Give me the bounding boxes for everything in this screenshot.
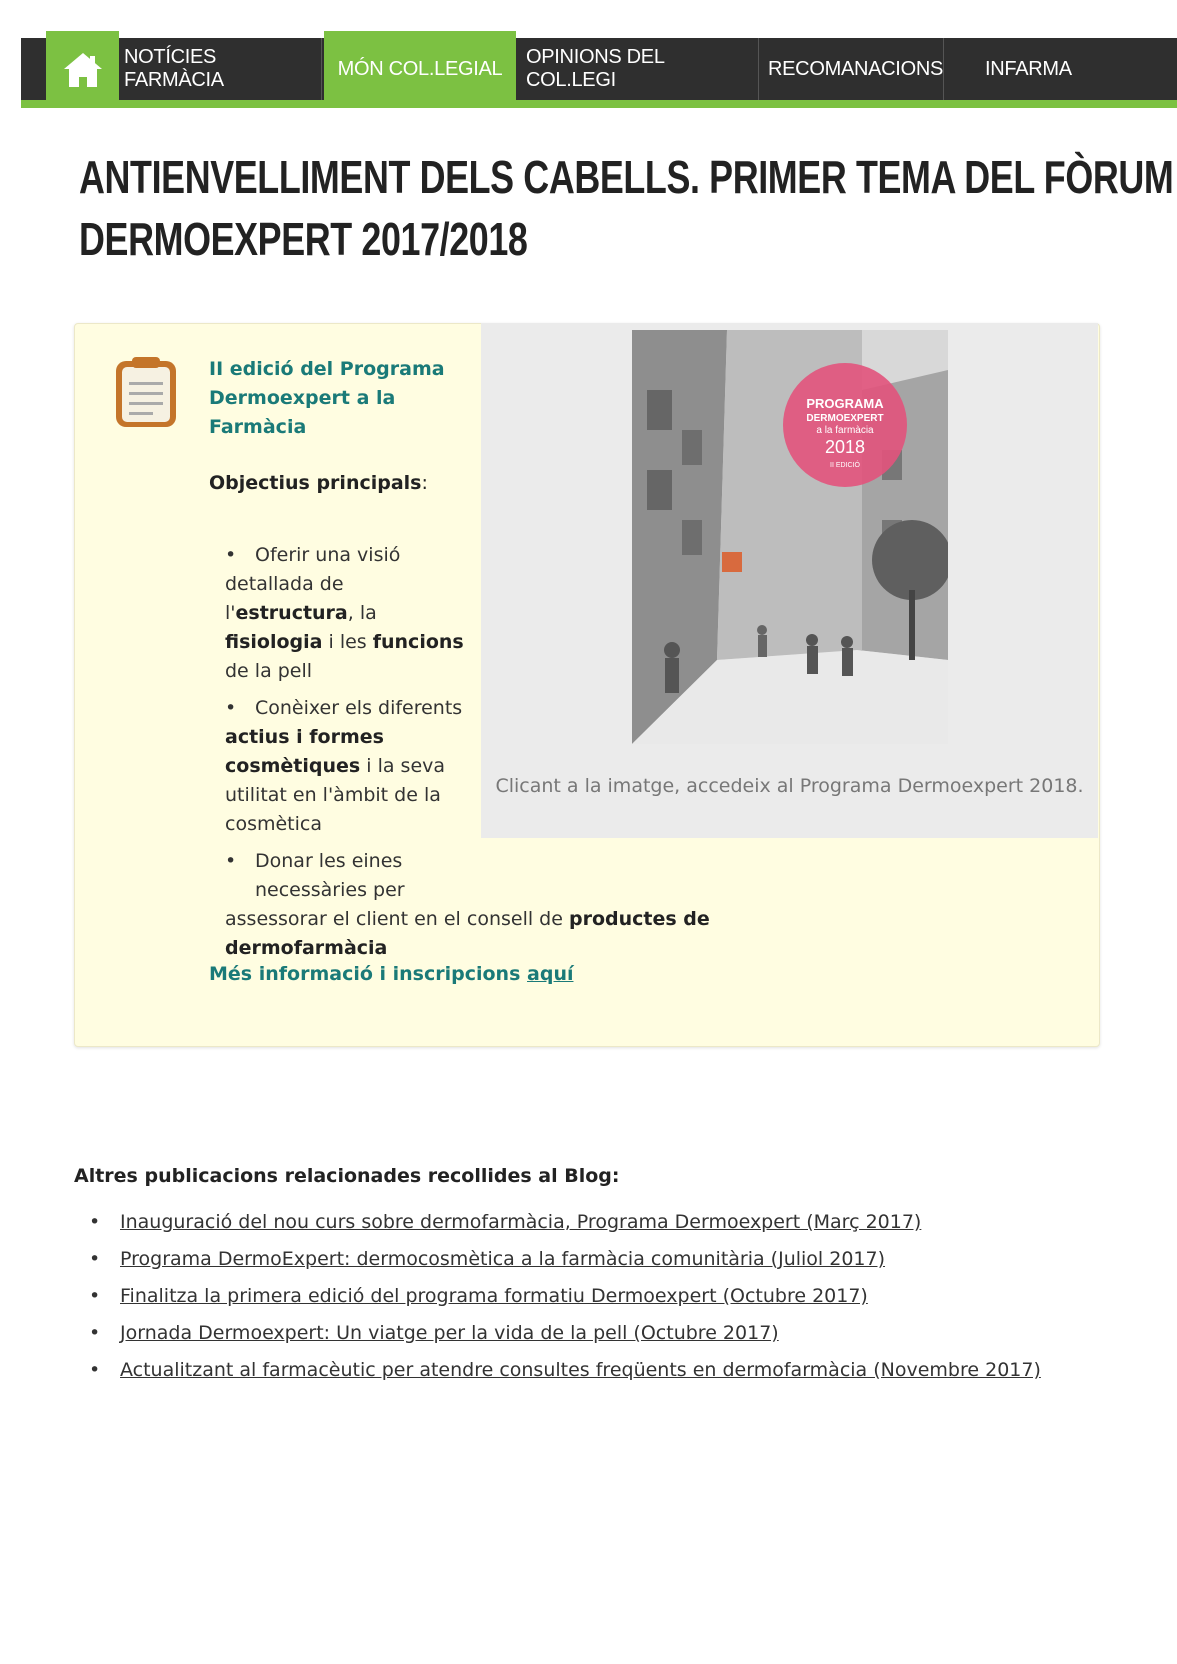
nav-item-noticies-farmacia[interactable]: NOTÍCIES FARMÀCIA (124, 46, 224, 91)
related-posts-list (89, 1211, 1041, 1396)
page-title-line2: DERMOEXPERT 2017/2018 (79, 213, 528, 265)
nav-separator (758, 38, 759, 100)
list-item: • Finalitza la primera edició del programa formatiu Dermoexpert (Octubre 2017) (89, 1285, 868, 1307)
nav-item-recomanacions[interactable]: RECOMANACIONS (768, 57, 944, 80)
program-cover-image[interactable] (632, 330, 948, 744)
nav-underline (21, 100, 1177, 108)
list-item: • Conèixer els diferents actius i formes cosmètiques i la seva utilitat en l'àmbit de la cosmètica (225, 697, 463, 835)
more-info-link[interactable]: aquí (527, 963, 574, 985)
list-item: • Inauguració del nou curs sobre dermofarmàcia, Programa Dermoexpert (Març 2017) (89, 1211, 922, 1233)
cover-title-line2: DERMOEXPERT (806, 413, 884, 424)
list-item: • Oferir una visió detallada de l'estructura, la fisiologia i les funcions de la pell (225, 544, 464, 682)
related-link-5[interactable]: Actualitzant al farmacèutic per atendre consultes freqüents en dermofarmàcia (Novembre 2017) (120, 1359, 1041, 1381)
image-caption: Clicant a la imatge, accedeix al Programa Dermoexpert 2018. (495, 775, 1084, 797)
related-link-1[interactable]: Inauguració del nou curs sobre dermofarmàcia, Programa Dermoexpert (Març 2017) (120, 1211, 922, 1233)
related-link-3[interactable]: Finalitza la primera edició del programa formatiu Dermoexpert (Octubre 2017) (120, 1285, 868, 1307)
related-posts-title: Altres publicacions relacionades recollides al Blog: (74, 1165, 620, 1187)
home-icon (62, 51, 104, 89)
objectives-label: Objectius principals: (209, 472, 428, 494)
cover-title-line1: PROGRAMA (806, 396, 884, 411)
page-title-line1: ANTIENVELLIMENT DELS CABELLS. PRIMER TEMA DEL FÒRUM (79, 151, 1174, 203)
list-item: • Actualitzant al farmacèutic per atendre consultes freqüents en dermofarmàcia (Novembre 2017) (89, 1359, 1041, 1381)
related-link-2[interactable]: Programa DermoExpert: dermocosmètica a la farmàcia comunitària (Juliol 2017) (120, 1248, 886, 1270)
cover-title-line3: a la farmàcia (816, 425, 874, 436)
related-link-4[interactable]: Jornada Dermoexpert: Un viatge per la vida de la pell (Octubre 2017) (120, 1322, 779, 1344)
home-button[interactable] (46, 31, 119, 108)
cover-illustration (632, 330, 948, 744)
nav-item-mon-collegial[interactable]: MÓN COL.LEGIAL (324, 31, 516, 108)
cover-edition: II EDICIÓ (830, 462, 860, 469)
nav-item-infarma[interactable]: INFARMA (985, 57, 1072, 80)
list-item: • Jornada Dermoexpert: Un viatge per la vida de la pell (Octubre 2017) (89, 1322, 779, 1344)
page-title (79, 146, 1174, 270)
program-heading: II edició del Programa Dermoexpert a la Farmàcia (209, 358, 445, 438)
nav-item-opinions-del-collegi[interactable]: OPINIONS DEL COL.LEGI (526, 46, 664, 91)
more-info-line: Més informació i inscripcions aquí (209, 963, 574, 985)
nav-separator (321, 38, 322, 100)
clipboard-icon (113, 355, 179, 429)
list-item: • Programa DermoExpert: dermocosmètica a la farmàcia comunitària (Juliol 2017) (89, 1248, 886, 1270)
list-item: • Donar les eines necessàries per assessorar el client en el consell de productes de dermofarmàcia (225, 850, 710, 959)
cover-year: 2018 (824, 437, 866, 457)
nav-separator (943, 38, 944, 100)
